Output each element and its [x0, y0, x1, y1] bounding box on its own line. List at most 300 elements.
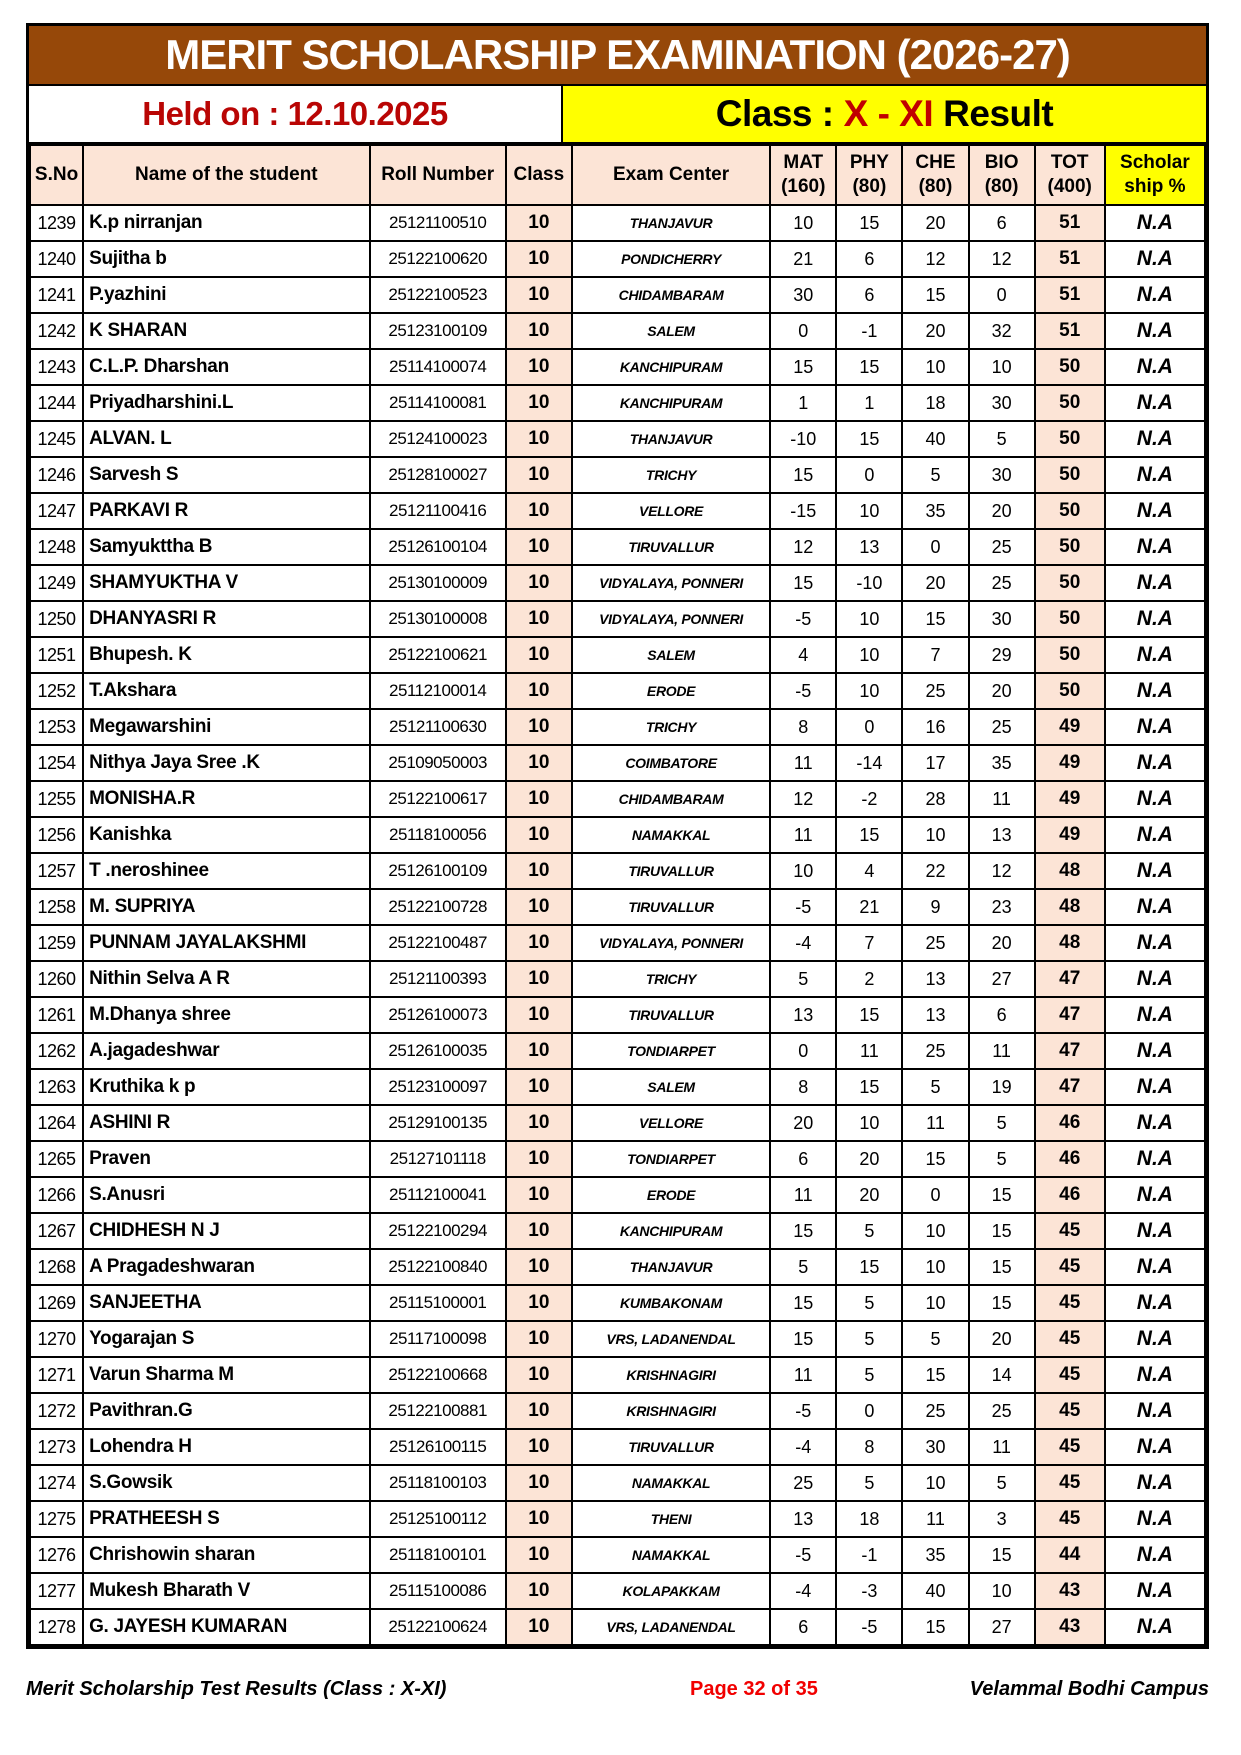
cell-total: 45 [1035, 1249, 1105, 1285]
cell-class: 10 [506, 997, 572, 1033]
cell-bio: 15 [969, 1537, 1035, 1573]
cell-total: 46 [1035, 1177, 1105, 1213]
cell-name: PARKAVI R [83, 493, 369, 529]
cell-scholarship: N.A [1105, 1609, 1205, 1645]
cell-phy: 0 [836, 1393, 902, 1429]
cell-phy: -1 [836, 1537, 902, 1573]
cell-mat: -5 [770, 889, 836, 925]
cell-roll: 25126100035 [370, 1033, 506, 1069]
table-row [30, 1609, 1205, 1645]
cell-bio: 12 [969, 853, 1035, 889]
cell-phy: 15 [836, 1069, 902, 1105]
cell-scholarship: N.A [1105, 889, 1205, 925]
cell-total: 50 [1035, 673, 1105, 709]
cell-bio: 11 [969, 1033, 1035, 1069]
result-label: Result [943, 93, 1054, 134]
cell-name: T .neroshinee [83, 853, 369, 889]
cell-scholarship: N.A [1105, 565, 1205, 601]
table-row [30, 1213, 1205, 1249]
cell-scholarship: N.A [1105, 1465, 1205, 1501]
cell-name: Pavithran.G [83, 1393, 369, 1429]
cell-scholarship: N.A [1105, 745, 1205, 781]
cell-roll: 25122100728 [370, 889, 506, 925]
table-row [30, 781, 1205, 817]
cell-phy: 2 [836, 961, 902, 997]
cell-total: 50 [1035, 457, 1105, 493]
cell-scholarship: N.A [1105, 1285, 1205, 1321]
cell-exam-center: PONDICHERRY [572, 241, 770, 277]
table-row [30, 205, 1205, 241]
cell-class: 10 [506, 1213, 572, 1249]
table-row [30, 961, 1205, 997]
cell-name: M.Dhanya shree [83, 997, 369, 1033]
cell-mat: 11 [770, 1357, 836, 1393]
cell-exam-center: COIMBATORE [572, 745, 770, 781]
cell-exam-center: ERODE [572, 1177, 770, 1213]
cell-che: 40 [902, 421, 968, 457]
cell-bio: 27 [969, 961, 1035, 997]
cell-roll: 25123100097 [370, 1069, 506, 1105]
cell-roll: 25122100840 [370, 1249, 506, 1285]
cell-scholarship: N.A [1105, 1069, 1205, 1105]
cell-name: Megawarshini [83, 709, 369, 745]
cell-exam-center: ERODE [572, 673, 770, 709]
cell-total: 46 [1035, 1141, 1105, 1177]
cell-name: ALVAN. L [83, 421, 369, 457]
cell-roll: 25122100487 [370, 925, 506, 961]
header-cell-mat: MAT (160) [770, 145, 836, 205]
cell-class: 10 [506, 313, 572, 349]
cell-exam-center: TONDIARPET [572, 1033, 770, 1069]
cell-bio: 15 [969, 1249, 1035, 1285]
cell-roll: 25123100109 [370, 313, 506, 349]
cell-name: M. SUPRIYA [83, 889, 369, 925]
cell-name: Chrishowin sharan [83, 1537, 369, 1573]
cell-phy: 15 [836, 349, 902, 385]
cell-exam-center: NAMAKKAL [572, 1537, 770, 1573]
cell-mat: -5 [770, 673, 836, 709]
cell-mat: 21 [770, 241, 836, 277]
cell-total: 50 [1035, 385, 1105, 421]
cell-scholarship: N.A [1105, 925, 1205, 961]
cell-che: 13 [902, 997, 968, 1033]
cell-roll: 25115100001 [370, 1285, 506, 1321]
cell-bio: 10 [969, 349, 1035, 385]
cell-exam-center: VIDYALAYA, PONNERI [572, 565, 770, 601]
cell-scholarship: N.A [1105, 997, 1205, 1033]
cell-name: Samyukttha B [83, 529, 369, 565]
cell-class: 10 [506, 1069, 572, 1105]
table-row [30, 997, 1205, 1033]
table-row [30, 1285, 1205, 1321]
cell-name: A Pragadeshwaran [83, 1249, 369, 1285]
cell-exam-center: THANJAVUR [572, 421, 770, 457]
table-row [30, 853, 1205, 889]
cell-total: 50 [1035, 637, 1105, 673]
cell-roll: 25130100008 [370, 601, 506, 637]
cell-name: Sujitha b [83, 241, 369, 277]
cell-che: 15 [902, 601, 968, 637]
cell-mat: 5 [770, 1249, 836, 1285]
cell-phy: 5 [836, 1213, 902, 1249]
table-row [30, 1573, 1205, 1609]
cell-class: 10 [506, 493, 572, 529]
class-label: Class : [715, 93, 834, 134]
cell-roll: 25121100630 [370, 709, 506, 745]
cell-exam-center: NAMAKKAL [572, 1465, 770, 1501]
cell-bio: 5 [969, 1465, 1035, 1501]
result-sheet [26, 23, 1209, 1649]
cell-total: 49 [1035, 817, 1105, 853]
cell-mat: 25 [770, 1465, 836, 1501]
cell-name: Yogarajan S [83, 1321, 369, 1357]
cell-mat: 0 [770, 313, 836, 349]
cell-mat: 15 [770, 565, 836, 601]
cell-name: Nithya Jaya Sree .K [83, 745, 369, 781]
cell-exam-center: TIRUVALLUR [572, 997, 770, 1033]
cell-exam-center: THANJAVUR [572, 205, 770, 241]
cell-scholarship: N.A [1105, 637, 1205, 673]
cell-scholarship: N.A [1105, 277, 1205, 313]
page-title: MERIT SCHOLARSHIP EXAMINATION (2026-27) [165, 31, 1070, 78]
table-row [30, 925, 1205, 961]
cell-class: 10 [506, 745, 572, 781]
results-table-header [30, 145, 1205, 205]
cell-class: 10 [506, 1573, 572, 1609]
cell-roll: 25126100073 [370, 997, 506, 1033]
cell-roll: 25114100081 [370, 385, 506, 421]
cell-class: 10 [506, 853, 572, 889]
cell-total: 51 [1035, 241, 1105, 277]
cell-scholarship: N.A [1105, 349, 1205, 385]
cell-exam-center: KRISHNAGIRI [572, 1357, 770, 1393]
cell-scholarship: N.A [1105, 1177, 1205, 1213]
cell-class: 10 [506, 1321, 572, 1357]
cell-bio: 15 [969, 1177, 1035, 1213]
cell-class: 10 [506, 925, 572, 961]
cell-scholarship: N.A [1105, 817, 1205, 853]
cell-total: 51 [1035, 313, 1105, 349]
cell-mat: -5 [770, 1393, 836, 1429]
table-row [30, 1501, 1205, 1537]
table-row [30, 1141, 1205, 1177]
cell-che: 22 [902, 853, 968, 889]
cell-phy: 0 [836, 709, 902, 745]
cell-roll: 25126100104 [370, 529, 506, 565]
cell-phy: 20 [836, 1177, 902, 1213]
cell-bio: 30 [969, 385, 1035, 421]
cell-bio: 25 [969, 565, 1035, 601]
cell-phy: -1 [836, 313, 902, 349]
cell-total: 48 [1035, 889, 1105, 925]
cell-scholarship: N.A [1105, 781, 1205, 817]
cell-exam-center: THANJAVUR [572, 1249, 770, 1285]
held-on-cell [29, 86, 563, 142]
cell-sno: 1260 [30, 961, 83, 997]
cell-phy: 18 [836, 1501, 902, 1537]
cell-mat: -5 [770, 1537, 836, 1573]
cell-roll: 25122100668 [370, 1357, 506, 1393]
footer-right-text: Velammal Bodhi Campus [969, 1678, 1209, 1700]
cell-sno: 1251 [30, 637, 83, 673]
cell-name: PUNNAM JAYALAKSHMI [83, 925, 369, 961]
cell-bio: 25 [969, 709, 1035, 745]
cell-name: Lohendra H [83, 1429, 369, 1465]
cell-che: 15 [902, 1609, 968, 1645]
cell-che: 40 [902, 1573, 968, 1609]
cell-che: 20 [902, 313, 968, 349]
cell-roll: 25127101118 [370, 1141, 506, 1177]
cell-name: T.Akshara [83, 673, 369, 709]
cell-class: 10 [506, 349, 572, 385]
table-row [30, 709, 1205, 745]
cell-scholarship: N.A [1105, 529, 1205, 565]
cell-exam-center: TONDIARPET [572, 1141, 770, 1177]
table-row [30, 1537, 1205, 1573]
cell-class: 10 [506, 961, 572, 997]
cell-mat: 4 [770, 637, 836, 673]
cell-roll: 25118100056 [370, 817, 506, 853]
cell-name: ASHINI R [83, 1105, 369, 1141]
cell-phy: -3 [836, 1573, 902, 1609]
table-row [30, 817, 1205, 853]
cell-phy: 13 [836, 529, 902, 565]
cell-phy: 5 [836, 1321, 902, 1357]
cell-sno: 1248 [30, 529, 83, 565]
cell-che: 10 [902, 1465, 968, 1501]
cell-mat: 12 [770, 781, 836, 817]
cell-name: SANJEETHA [83, 1285, 369, 1321]
cell-phy: 21 [836, 889, 902, 925]
cell-mat: 30 [770, 277, 836, 313]
cell-bio: 20 [969, 673, 1035, 709]
cell-roll: 25121100393 [370, 961, 506, 997]
cell-mat: 12 [770, 529, 836, 565]
cell-phy: 0 [836, 457, 902, 493]
cell-roll: 25122100621 [370, 637, 506, 673]
cell-phy: 10 [836, 493, 902, 529]
cell-name: S.Gowsik [83, 1465, 369, 1501]
table-row [30, 1429, 1205, 1465]
cell-roll: 25122100624 [370, 1609, 506, 1645]
cell-roll: 25122100881 [370, 1393, 506, 1429]
cell-che: 35 [902, 493, 968, 529]
cell-phy: 6 [836, 277, 902, 313]
class-value: X - XI [843, 93, 934, 134]
cell-class: 10 [506, 1357, 572, 1393]
footer-left-text: Merit Scholarship Test Results (Class : X-XI) [26, 1678, 447, 1700]
cell-bio: 6 [969, 205, 1035, 241]
cell-bio: 20 [969, 925, 1035, 961]
cell-sno: 1274 [30, 1465, 83, 1501]
cell-phy: 10 [836, 601, 902, 637]
cell-bio: 14 [969, 1357, 1035, 1393]
table-row [30, 1249, 1205, 1285]
cell-sno: 1261 [30, 997, 83, 1033]
cell-sno: 1259 [30, 925, 83, 961]
cell-exam-center: KANCHIPURAM [572, 1213, 770, 1249]
cell-sno: 1253 [30, 709, 83, 745]
cell-mat: 15 [770, 1285, 836, 1321]
cell-total: 50 [1035, 493, 1105, 529]
cell-che: 25 [902, 673, 968, 709]
cell-roll: 25130100009 [370, 565, 506, 601]
cell-mat: 5 [770, 961, 836, 997]
cell-name: C.L.P. Dharshan [83, 349, 369, 385]
cell-che: 0 [902, 1177, 968, 1213]
table-row [30, 277, 1205, 313]
cell-exam-center: SALEM [572, 637, 770, 673]
cell-scholarship: N.A [1105, 853, 1205, 889]
cell-total: 50 [1035, 349, 1105, 385]
cell-name: S.Anusri [83, 1177, 369, 1213]
cell-roll: 25114100074 [370, 349, 506, 385]
cell-che: 28 [902, 781, 968, 817]
cell-exam-center: SALEM [572, 1069, 770, 1105]
cell-exam-center: VIDYALAYA, PONNERI [572, 925, 770, 961]
cell-sno: 1272 [30, 1393, 83, 1429]
cell-mat: 10 [770, 205, 836, 241]
cell-roll: 25117100098 [370, 1321, 506, 1357]
cell-bio: 13 [969, 817, 1035, 853]
held-on-date: Held on : 12.10.2025 [142, 95, 448, 132]
cell-roll: 25122100523 [370, 277, 506, 313]
cell-bio: 20 [969, 493, 1035, 529]
cell-sno: 1240 [30, 241, 83, 277]
cell-sno: 1278 [30, 1609, 83, 1645]
cell-exam-center: NAMAKKAL [572, 817, 770, 853]
cell-exam-center: KANCHIPURAM [572, 385, 770, 421]
cell-scholarship: N.A [1105, 1501, 1205, 1537]
table-row [30, 673, 1205, 709]
cell-roll: 25122100294 [370, 1213, 506, 1249]
cell-total: 46 [1035, 1105, 1105, 1141]
cell-phy: 15 [836, 1249, 902, 1285]
cell-total: 49 [1035, 745, 1105, 781]
cell-class: 10 [506, 1285, 572, 1321]
cell-scholarship: N.A [1105, 241, 1205, 277]
cell-bio: 30 [969, 457, 1035, 493]
cell-class: 10 [506, 277, 572, 313]
cell-total: 48 [1035, 853, 1105, 889]
table-row [30, 385, 1205, 421]
cell-scholarship: N.A [1105, 961, 1205, 997]
cell-class: 10 [506, 601, 572, 637]
cell-class: 10 [506, 1501, 572, 1537]
cell-class: 10 [506, 457, 572, 493]
cell-total: 50 [1035, 565, 1105, 601]
header-cell-bio: BIO (80) [969, 145, 1035, 205]
cell-mat: 15 [770, 457, 836, 493]
cell-che: 10 [902, 1213, 968, 1249]
header-cell-scholarship: Scholar ship % [1105, 145, 1205, 205]
cell-name: Sarvesh S [83, 457, 369, 493]
cell-sno: 1267 [30, 1213, 83, 1249]
cell-che: 5 [902, 1069, 968, 1105]
cell-class: 10 [506, 421, 572, 457]
cell-class: 10 [506, 205, 572, 241]
cell-che: 11 [902, 1501, 968, 1537]
cell-che: 11 [902, 1105, 968, 1141]
cell-mat: 11 [770, 1177, 836, 1213]
cell-roll: 25122100620 [370, 241, 506, 277]
results-table [29, 144, 1206, 1646]
cell-sno: 1246 [30, 457, 83, 493]
cell-class: 10 [506, 889, 572, 925]
cell-roll: 25121100510 [370, 205, 506, 241]
cell-sno: 1275 [30, 1501, 83, 1537]
cell-total: 45 [1035, 1357, 1105, 1393]
cell-total: 51 [1035, 205, 1105, 241]
cell-scholarship: N.A [1105, 493, 1205, 529]
cell-exam-center: KOLAPAKKAM [572, 1573, 770, 1609]
cell-sno: 1263 [30, 1069, 83, 1105]
table-row [30, 421, 1205, 457]
cell-name: DHANYASRI R [83, 601, 369, 637]
table-row [30, 1465, 1205, 1501]
cell-bio: 23 [969, 889, 1035, 925]
cell-bio: 25 [969, 1393, 1035, 1429]
cell-sno: 1256 [30, 817, 83, 853]
cell-name: Praven [83, 1141, 369, 1177]
cell-mat: -15 [770, 493, 836, 529]
cell-mat: -4 [770, 925, 836, 961]
table-row [30, 1069, 1205, 1105]
table-row [30, 349, 1205, 385]
cell-exam-center: VELLORE [572, 1105, 770, 1141]
cell-class: 10 [506, 241, 572, 277]
cell-che: 25 [902, 1033, 968, 1069]
cell-che: 10 [902, 1285, 968, 1321]
cell-roll: 25126100115 [370, 1429, 506, 1465]
cell-class: 10 [506, 1105, 572, 1141]
cell-exam-center: TRICHY [572, 961, 770, 997]
cell-sno: 1258 [30, 889, 83, 925]
cell-che: 20 [902, 205, 968, 241]
cell-class: 10 [506, 1465, 572, 1501]
cell-bio: 27 [969, 1609, 1035, 1645]
cell-mat: -4 [770, 1573, 836, 1609]
cell-name: A.jagadeshwar [83, 1033, 369, 1069]
cell-phy: 8 [836, 1429, 902, 1465]
cell-name: Mukesh Bharath V [83, 1573, 369, 1609]
cell-scholarship: N.A [1105, 205, 1205, 241]
cell-scholarship: N.A [1105, 421, 1205, 457]
cell-che: 15 [902, 1141, 968, 1177]
cell-mat: -10 [770, 421, 836, 457]
cell-sno: 1266 [30, 1177, 83, 1213]
cell-bio: 19 [969, 1069, 1035, 1105]
cell-exam-center: CHIDAMBARAM [572, 277, 770, 313]
page-number: Page 32 of 35 [690, 1678, 818, 1700]
cell-mat: 11 [770, 745, 836, 781]
cell-mat: 13 [770, 1501, 836, 1537]
cell-class: 10 [506, 781, 572, 817]
table-row [30, 1321, 1205, 1357]
cell-scholarship: N.A [1105, 1321, 1205, 1357]
cell-mat: 20 [770, 1105, 836, 1141]
cell-che: 25 [902, 1393, 968, 1429]
cell-bio: 0 [969, 277, 1035, 313]
cell-scholarship: N.A [1105, 313, 1205, 349]
table-row [30, 565, 1205, 601]
cell-che: 30 [902, 1429, 968, 1465]
cell-exam-center: VELLORE [572, 493, 770, 529]
table-row [30, 529, 1205, 565]
cell-phy: 15 [836, 205, 902, 241]
class-result-banner [563, 86, 1206, 142]
cell-total: 51 [1035, 277, 1105, 313]
